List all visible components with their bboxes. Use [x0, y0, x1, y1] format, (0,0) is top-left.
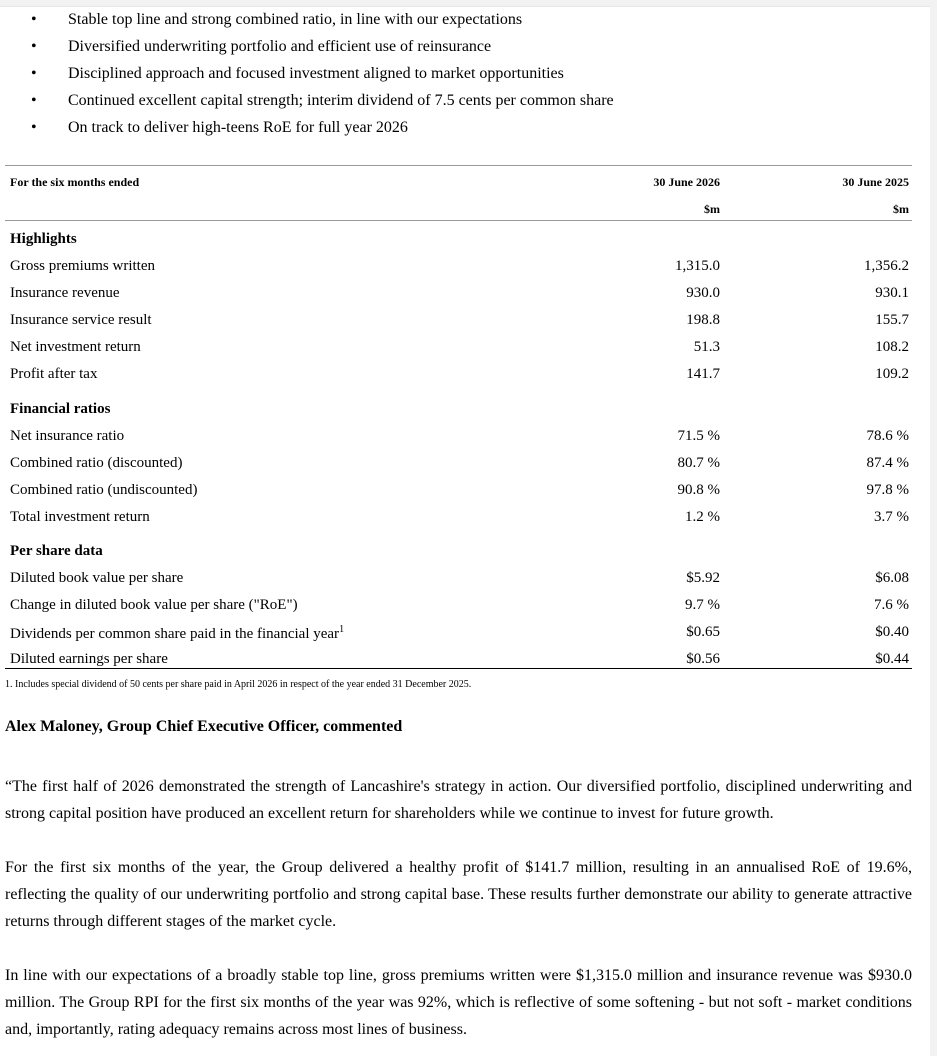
- comment-paragraph: In line with our expectations of a broadly stable top line, gross premiums written were $1,315.0 million and insurance revenue was $930.0 million. The Group RPI for the first six months of the year was 92%, which is reflective of some softening - but not soft - market conditions and, importantly, rating adequacy remains across most lines of business.: [5, 967, 912, 1038]
- comment-paragraph: For the first six months of the year, the Group delivered a healthy profit of $141.7 million, resulting in an annualised RoE of 19.6%, reflecting the quality of our underwriting portfolio and strong capital base. These results further demonstrate our ability to generate attractive returns through different stages of the market cycle.: [5, 859, 912, 930]
- row-label: Diluted book value per share: [10, 570, 184, 586]
- value-2026: 198.8: [686, 312, 720, 328]
- table-row: [5, 254, 912, 281]
- value-2025: 155.7: [875, 312, 909, 328]
- value-2026: 930.0: [686, 285, 720, 301]
- key-point: [0, 117, 900, 144]
- column-unit-2025: $m: [893, 202, 909, 216]
- table-row: [5, 620, 912, 647]
- row-label: Combined ratio (discounted): [10, 455, 183, 471]
- value-2026: 80.7 %: [677, 455, 720, 471]
- section-title: Financial ratios: [10, 401, 111, 417]
- section-heading-per-share: [5, 539, 912, 566]
- table-row: [5, 566, 912, 593]
- key-point-text: On track to deliver high-teens RoE for full year 2026: [68, 119, 408, 136]
- footnote-marker: 1: [339, 624, 345, 635]
- row-label: Total investment return: [10, 509, 150, 525]
- section-heading-ratios: [5, 397, 912, 424]
- period-label: For the six months ended: [10, 175, 140, 189]
- value-2026: $0.56: [686, 651, 720, 667]
- value-2026: 141.7: [686, 366, 720, 382]
- row-label: Profit after tax: [10, 366, 98, 382]
- table-row: [5, 424, 912, 451]
- value-2025: 7.6 %: [874, 597, 909, 613]
- section-title: Per share data: [10, 543, 103, 559]
- table-bottom-rule: [5, 668, 912, 669]
- value-2025: 108.2: [875, 339, 909, 355]
- table-header-rule: [5, 220, 912, 221]
- table-row: [5, 593, 912, 620]
- comment-paragraph: “The first half of 2026 demonstrated the strength of Lancashire's strategy in action. Our diversified portfolio, disciplined underwriting and strong capital position have produced an excellent return for shareholders while we continue to invest for future growth.: [5, 778, 912, 822]
- row-label-text: Dividends per common share paid in the financial year: [10, 626, 340, 642]
- row-label: Combined ratio (undiscounted): [10, 482, 198, 498]
- value-2025: 930.1: [875, 285, 909, 301]
- bullet-icon: •: [31, 119, 37, 136]
- key-point-text: Continued excellent capital strength; interim dividend of 7.5 cents per common share: [68, 92, 614, 109]
- row-label: [10, 624, 344, 643]
- table-top-rule: [5, 165, 912, 166]
- table-row: [5, 335, 912, 362]
- document-page: [0, 6, 930, 1056]
- key-point: [0, 9, 900, 36]
- table-row: [5, 505, 912, 532]
- row-label: Change in diluted book value per share ("RoE"): [10, 597, 298, 613]
- table-row: [5, 647, 912, 674]
- row-label: Net investment return: [10, 339, 141, 355]
- key-point-text: Disciplined approach and focused investment aligned to market opportunities: [68, 65, 564, 82]
- value-2026: 51.3: [693, 339, 720, 355]
- value-2026: 1.2 %: [685, 509, 720, 525]
- value-2026: $5.92: [686, 570, 720, 586]
- ceo-comment-heading: Alex Maloney, Group Chief Executive Officer, commented: [5, 718, 403, 735]
- value-2025: $0.44: [875, 651, 909, 667]
- value-2025: 97.8 %: [866, 482, 909, 498]
- column-date-2025: 30 June 2025: [842, 175, 909, 189]
- section-title: Highlights: [10, 231, 77, 247]
- value-2025: 87.4 %: [866, 455, 909, 471]
- key-point: [0, 90, 900, 117]
- value-2025: 78.6 %: [866, 428, 909, 444]
- column-date-2026: 30 June 2026: [653, 175, 720, 189]
- row-label: Net insurance ratio: [10, 428, 125, 444]
- key-point: [0, 63, 900, 90]
- bullet-icon: •: [31, 11, 37, 28]
- row-label: Insurance service result: [10, 312, 152, 328]
- value-2026: 9.7 %: [685, 597, 720, 613]
- key-point: [0, 36, 900, 63]
- key-point-text: Diversified underwriting portfolio and efficient use of reinsurance: [68, 38, 492, 55]
- value-2025: $6.08: [875, 570, 909, 586]
- value-2025: 3.7 %: [874, 509, 909, 525]
- table-row: [5, 362, 912, 389]
- column-unit-2026: $m: [704, 202, 720, 216]
- bullet-icon: •: [31, 38, 37, 55]
- value-2026: 90.8 %: [677, 482, 720, 498]
- table-footnote: 1. Includes special dividend of 50 cents per share paid in April 2026 in respect of the year ended 31 December 2025.: [5, 679, 472, 690]
- value-2026: 71.5 %: [677, 428, 720, 444]
- table-row: [5, 308, 912, 335]
- table-row: [5, 478, 912, 505]
- section-heading-highlights: [5, 227, 912, 254]
- key-point-text: Stable top line and strong combined ratio, in line with our expectations: [68, 11, 523, 28]
- value-2025: $0.40: [875, 624, 909, 640]
- value-2026: $0.65: [686, 624, 720, 640]
- value-2025: 109.2: [875, 366, 909, 382]
- table-row: [5, 281, 912, 308]
- bullet-icon: •: [31, 92, 37, 109]
- value-2025: 1,356.2: [864, 258, 909, 274]
- table-row: [5, 451, 912, 478]
- row-label: Gross premiums written: [10, 258, 155, 274]
- bullet-icon: •: [31, 65, 37, 82]
- row-label: Insurance revenue: [10, 285, 120, 301]
- value-2026: 1,315.0: [675, 258, 720, 274]
- row-label: Diluted earnings per share: [10, 651, 168, 667]
